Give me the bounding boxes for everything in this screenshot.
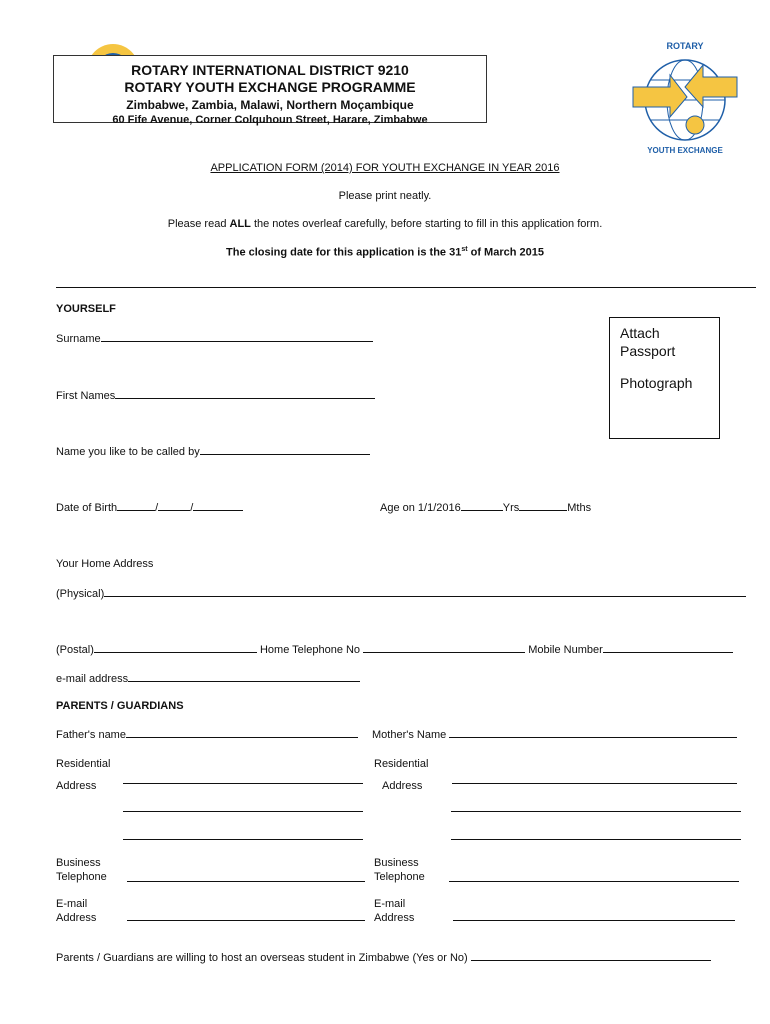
passport-photo-box: [609, 317, 720, 439]
yrs-label: Yrs: [502, 502, 520, 514]
closing-pre: The closing date for this application is the 31: [226, 246, 462, 259]
postal-field[interactable]: [56, 643, 733, 656]
residential-label: Residential: [56, 758, 111, 770]
mother-address-line1[interactable]: [452, 773, 737, 784]
father-address-line2[interactable]: [123, 801, 363, 812]
physical-label: (Physical): [56, 588, 105, 600]
physical-address-field[interactable]: [56, 587, 746, 600]
mother-address-line2[interactable]: [451, 801, 741, 812]
called-by-field[interactable]: [56, 445, 370, 458]
dob-sep: /: [155, 502, 159, 514]
address-label: Address: [56, 912, 97, 924]
home-address-label: Your Home Address: [56, 558, 154, 570]
business-label: Business: [374, 857, 419, 869]
read-notes: [0, 218, 770, 230]
father-label: Father's name: [56, 729, 126, 741]
read-post: the notes overleaf carefully, before starting to fill in this application form.: [250, 218, 603, 230]
age-label: Age on 1/1/2016: [380, 502, 461, 514]
father-name-field[interactable]: [56, 728, 358, 741]
print-neatly: Please print neatly.: [338, 190, 432, 202]
host-label: Parents / Guardians are willing to host an overseas student in Zimbabwe (Yes or No): [56, 952, 468, 964]
youth-exchange-logo-icon: [625, 35, 745, 155]
dob-label: Date of Birth: [56, 502, 118, 514]
father-email-line[interactable]: [127, 911, 365, 921]
header-box: [53, 55, 487, 126]
dob-field[interactable]: [56, 501, 243, 514]
header-line3: Zimbabwe, Zambia, Malawi, Northern Moçambique: [126, 98, 414, 112]
father-business-label: [56, 856, 107, 884]
mother-business-tel-line[interactable]: [449, 872, 739, 882]
email-field[interactable]: [56, 672, 360, 685]
mother-email-line[interactable]: [453, 911, 735, 921]
closing-sup: st: [461, 246, 468, 253]
email-label: E-mail: [374, 898, 406, 910]
photo-line1: Attach: [620, 325, 660, 341]
telephone-label: Telephone: [374, 871, 425, 883]
address-label: Address: [56, 780, 97, 792]
called-by-label: Name you like to be called by: [56, 446, 200, 458]
svg-text:YOUTH EXCHANGE: YOUTH EXCHANGE: [647, 146, 723, 155]
header-line1: ROTARY INTERNATIONAL DISTRICT 9210: [131, 62, 409, 78]
father-address-line1[interactable]: [123, 773, 363, 784]
postal-label: (Postal): [56, 644, 94, 656]
mother-business-label: [374, 856, 425, 884]
mths-label: Mths: [567, 502, 592, 514]
surname-label: Surname: [56, 333, 101, 345]
surname-field[interactable]: [56, 332, 373, 345]
home-tel-label: Home Telephone No: [259, 644, 361, 656]
header-line4: 60 Fife Avenue, Corner Colquhoun Street, Harare, Zimbabwe: [112, 114, 428, 126]
father-address-label: [56, 756, 110, 794]
dob-sep: /: [190, 502, 194, 514]
form-title: [0, 162, 770, 174]
father-business-tel-line[interactable]: [127, 872, 365, 882]
mother-name-field[interactable]: [372, 728, 737, 741]
read-bold: ALL: [229, 218, 251, 230]
mother-address-line3[interactable]: [451, 829, 741, 840]
father-email-label: [56, 897, 96, 925]
mother-address-label: [374, 756, 428, 794]
business-label: Business: [56, 857, 101, 869]
residential-label: Residential: [374, 758, 429, 770]
mobile-label: Mobile Number: [528, 644, 603, 656]
photo-line2: Passport: [620, 343, 676, 359]
divider: [56, 287, 756, 288]
email-label: e-mail address: [56, 673, 129, 685]
parents-heading: PARENTS / GUARDIANS: [56, 700, 184, 712]
email-label: E-mail: [56, 898, 88, 910]
address-label: Address: [382, 780, 423, 792]
form-title-text: APPLICATION FORM (2014) FOR YOUTH EXCHANGE IN YEAR 2016: [210, 162, 560, 174]
mother-email-label: [374, 897, 414, 925]
photo-line3: Photograph: [620, 375, 693, 391]
svg-text:ROTARY: ROTARY: [666, 41, 704, 51]
mother-label: Mother's Name: [372, 729, 447, 741]
first-names-label: First Names: [56, 390, 116, 402]
address-label: Address: [374, 912, 415, 924]
host-student-field[interactable]: [56, 951, 711, 964]
header-line2: ROTARY YOUTH EXCHANGE PROGRAMME: [124, 79, 416, 95]
father-address-line3[interactable]: [123, 829, 363, 840]
telephone-label: Telephone: [56, 871, 107, 883]
yourself-heading: YOURSELF: [56, 303, 116, 315]
closing-date: [0, 246, 770, 259]
first-names-field[interactable]: [56, 389, 375, 402]
closing-post: of March 2015: [467, 246, 544, 259]
age-field[interactable]: [380, 501, 591, 514]
read-pre: Please read: [167, 218, 230, 230]
